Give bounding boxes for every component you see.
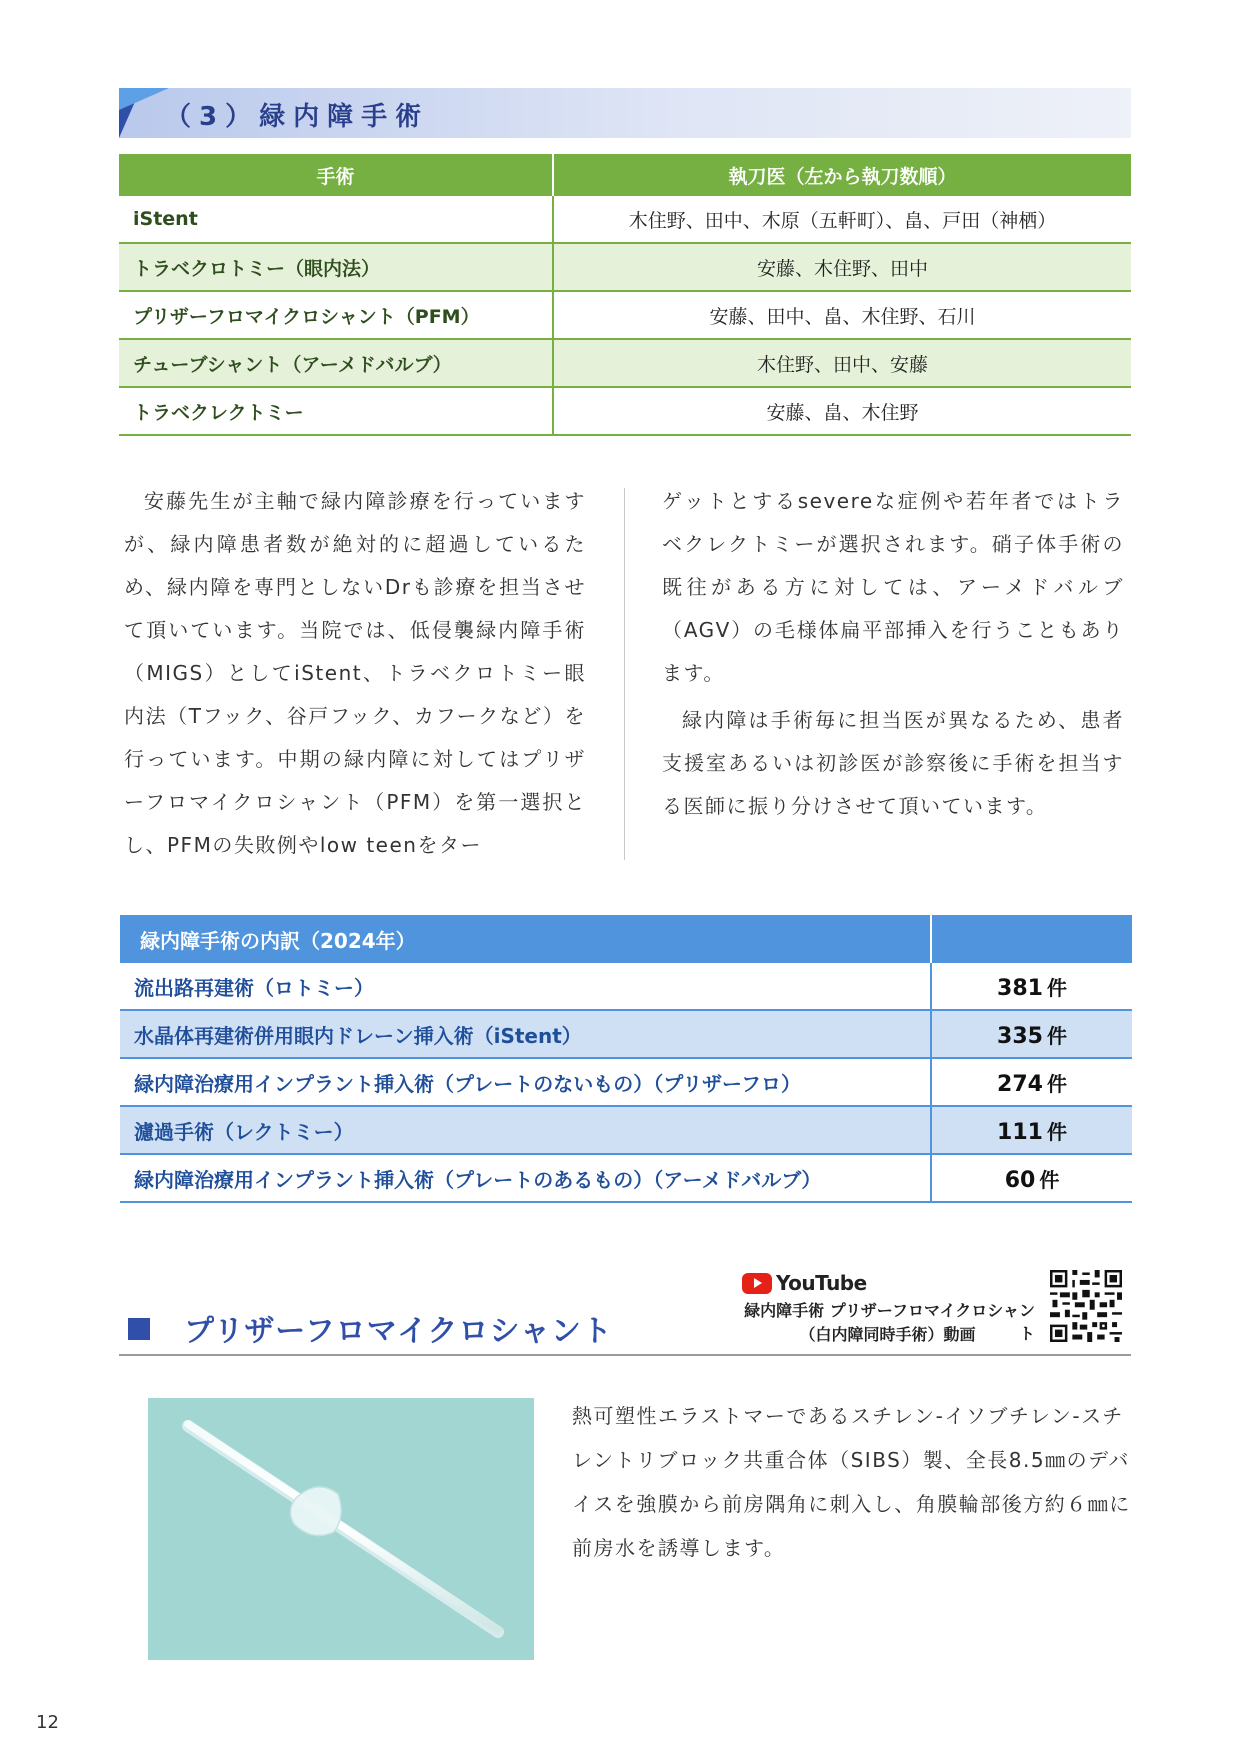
breakdown-count (931, 1106, 1132, 1154)
table-row (120, 1106, 1132, 1154)
count-unit: 件 (1046, 1119, 1067, 1144)
body-paragraph: ゲットとするsevereな症例や若年者ではトラベクレクトミーが選択されます。硝子体手術の既往がある方に対しては、アーメドバルブ（AGV）の毛様体扁平部挿入を行うこともあります。 (662, 489, 1124, 685)
video-caption-line2: （白内障同時手術）動画 (799, 1325, 976, 1344)
video-caption-line1: 緑内障手術 プリザーフロマイクロシャント (744, 1301, 1035, 1343)
body-paragraph: 安藤先生が主軸で緑内障診療を行っていますが、緑内障患者数が絶対的に超過しているため、緑内障を専門としないDrも診療を担当させて頂いています。当院では、低侵襲緑内障手術（MIGS）としてiStent、トラベクロトミー眼内法（Tフック、谷戸フック、カフークなど）を行っています。中期の緑内障に対してはプリザーフロマイクロシャント（PFM）を第一選択とし、PFMの失敗例やlow teenをター (124, 489, 586, 857)
section-title: （3）緑内障手術 (165, 102, 430, 132)
table-row (120, 1154, 1132, 1202)
section-header (119, 88, 1131, 138)
body-column-right (662, 480, 1124, 828)
count-value: 60 (1004, 1167, 1036, 1193)
table-row (119, 387, 1131, 435)
procedure-cell: iStent (119, 196, 553, 243)
procedure-cell: トラベクロトミー（眼内法） (119, 243, 553, 291)
surgeon-table-header-row (119, 154, 1131, 196)
breakdown-count (931, 1058, 1132, 1106)
breakdown-count (931, 1010, 1132, 1058)
table-row (119, 196, 1131, 243)
count-value: 335 (997, 1023, 1043, 1049)
qr-code-icon[interactable] (1050, 1270, 1122, 1342)
header-surgeons: 執刀医（左から執刀数順） (553, 154, 1131, 196)
breakdown-count (931, 1154, 1132, 1202)
surgeons-cell: 安藤、木住野、田中 (553, 243, 1131, 291)
table-row (119, 339, 1131, 387)
breakdown-label: 緑内障治療用インプラント挿入術（プレートのないもの）（プリザーフロ） (120, 1058, 931, 1106)
surgeons-cell: 安藤、田中、畠、木住野、石川 (553, 291, 1131, 339)
count-value: 274 (997, 1071, 1043, 1097)
page-number: 12 (36, 1712, 59, 1733)
breakdown-label: 流出路再建術（ロトミー） (120, 963, 931, 1010)
breakdown-label: 緑内障治療用インプラント挿入術（プレートのあるもの）（アーメドバルブ） (120, 1154, 931, 1202)
surgeon-table (119, 154, 1131, 436)
procedure-cell: トラベクレクトミー (119, 387, 553, 435)
table-row (119, 243, 1131, 291)
youtube-play-icon (742, 1273, 772, 1294)
count-value: 381 (997, 975, 1043, 1001)
body-column-left (124, 480, 586, 867)
breakdown-label: 水晶体再建術併用眼内ドレーン挿入術（iStent） (120, 1010, 931, 1058)
surgeons-cell: 安藤、畠、木住野 (553, 387, 1131, 435)
table-row (119, 291, 1131, 339)
youtube-logo[interactable] (742, 1272, 867, 1294)
table-row (120, 1010, 1132, 1058)
youtube-wordmark: YouTube (776, 1271, 867, 1295)
surgeons-cell: 木住野、田中、木原（五軒町）、畠、戸田（神栖） (553, 196, 1131, 243)
breakdown-table (120, 915, 1132, 1203)
body-paragraph: 緑内障は手術毎に担当医が異なるため、患者支援室あるいは初診医が診察後に手術を担当する医師に振り分けさせて頂いています。 (662, 708, 1124, 818)
breakdown-count (931, 963, 1132, 1010)
header-procedure: 手術 (119, 154, 553, 196)
table-row (120, 963, 1132, 1010)
section-rule (119, 1354, 1131, 1356)
count-unit: 件 (1039, 1167, 1060, 1192)
breakdown-header-row (120, 915, 1132, 963)
column-divider (624, 488, 625, 860)
breakdown-count-header (931, 915, 1132, 963)
table-row (120, 1058, 1132, 1106)
procedure-cell: プリザーフロマイクロシャント（PFM） (119, 291, 553, 339)
surgeons-cell: 木住野、田中、安藤 (553, 339, 1131, 387)
count-unit: 件 (1046, 1071, 1067, 1096)
breakdown-label: 濾過手術（レクトミー） (120, 1106, 931, 1154)
microshunt-device-image (148, 1398, 534, 1660)
pfm-description-text: 熱可塑性エラストマーであるスチレン-イソブチレン-スチレントリブロック共重合体（SIBS）製、全長8.5㎜のデバイスを強膜から前房隅角に刺入し、角膜輪部後方約６㎜に前房水を誘導します。 (572, 1404, 1131, 1560)
pfm-device-photo (148, 1398, 534, 1660)
breakdown-title: 緑内障手術の内訳（2024年） (120, 915, 931, 963)
procedure-cell: チューブシャント（アーメドバルブ） (119, 339, 553, 387)
header-accent-triangle-light (119, 88, 169, 110)
count-unit: 件 (1046, 975, 1067, 1000)
pfm-description (572, 1394, 1132, 1570)
count-unit: 件 (1046, 1023, 1067, 1048)
square-bullet-icon (128, 1318, 150, 1340)
pfm-section-title: プリザーフロマイクロシャント (184, 1314, 613, 1349)
count-value: 111 (997, 1119, 1043, 1145)
